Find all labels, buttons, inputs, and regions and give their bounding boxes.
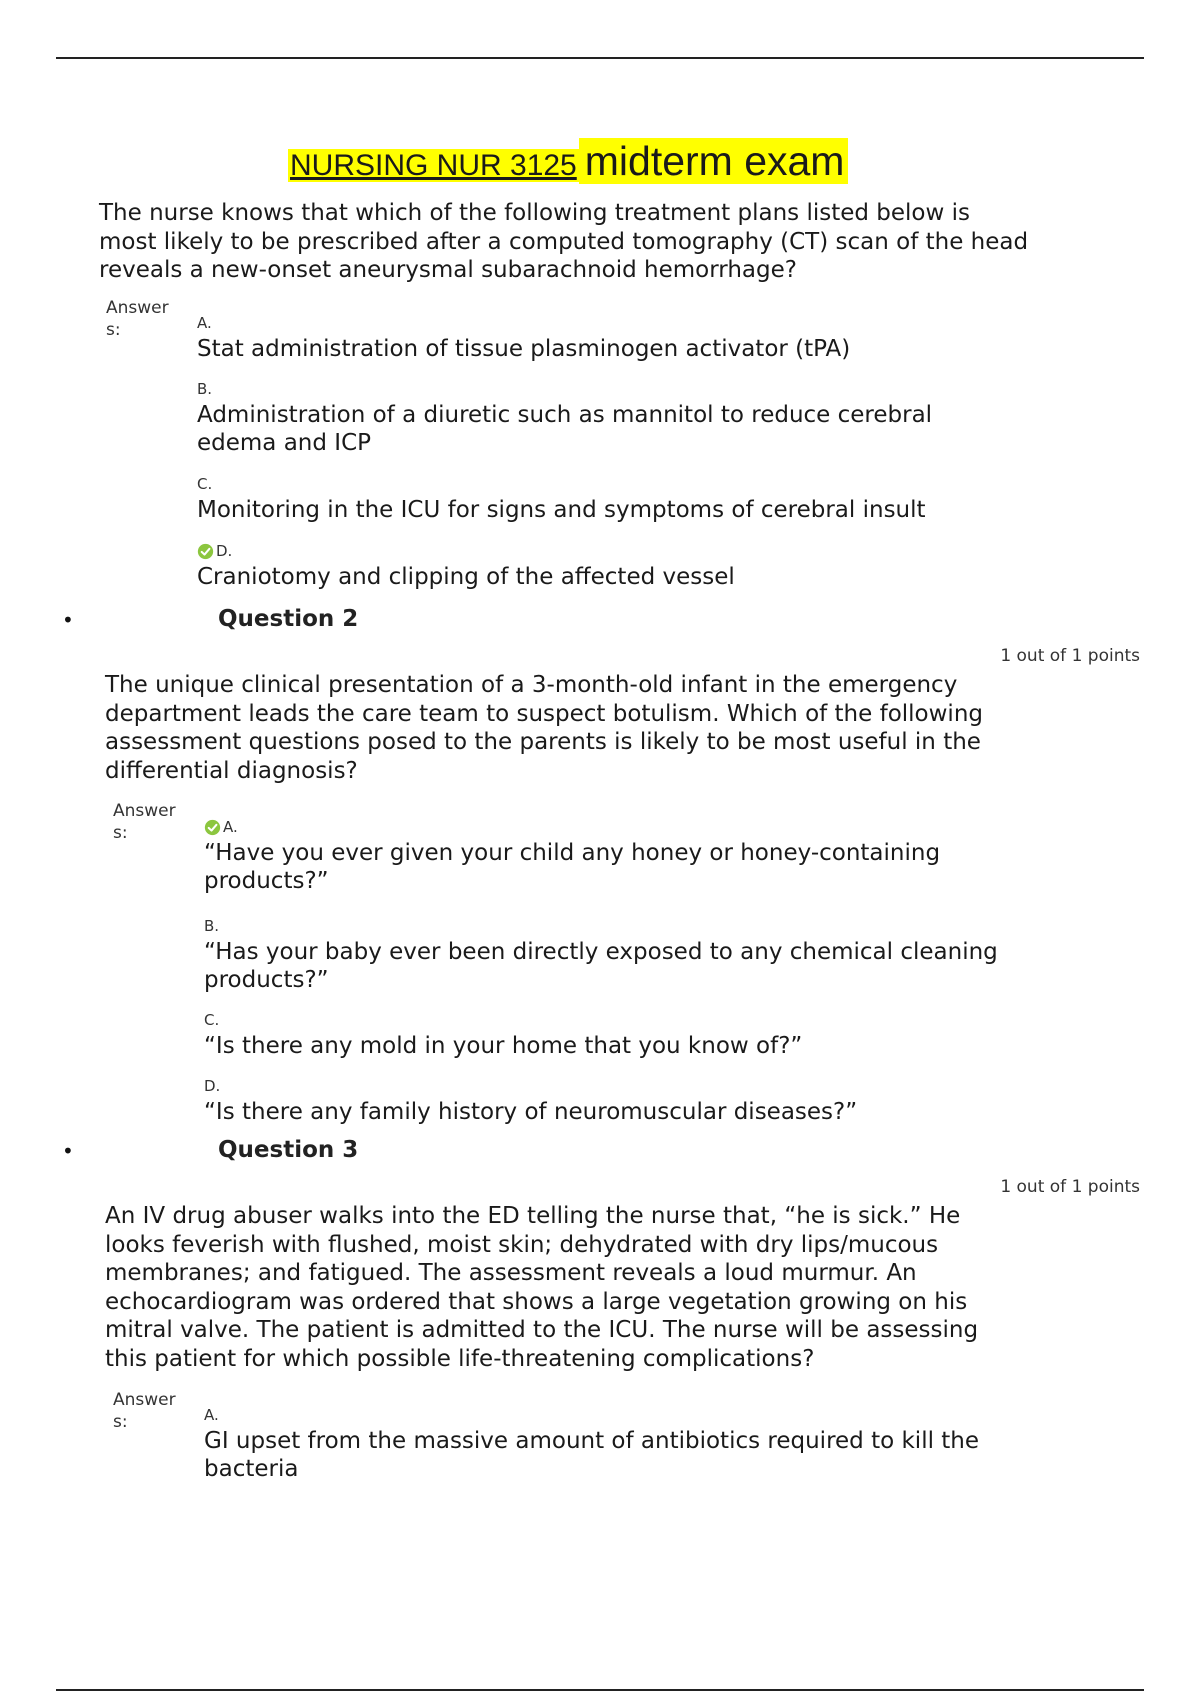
bullet: • (62, 608, 74, 632)
question-1-option-b[interactable] (197, 379, 1017, 457)
question-3-stem: An IV drug abuser walks into the ED telling the nurse that, “he is sick.” He looks feverish with flushed, moist skin; dehydrated with dry lips/mucous membranes; and fatigued. The assessment reveals a loud murmur. An echocardiogram was ordered that shows a large vegetation growing on his mitral valve. The patient is admitted to the ICU. The nurse will be assessing this patient for which possible life-threatening complications? (105, 1203, 979, 1372)
question-2-option-b[interactable] (204, 916, 1024, 994)
option-text: “Have you ever given your child any honey or honey-containing products?” (204, 840, 941, 894)
question-3-points: 1 out of 1 points (1000, 1177, 1140, 1197)
question-1-option-d[interactable] (197, 541, 1017, 591)
option-letter: D. (216, 542, 233, 560)
answers-label: Answer s: (113, 801, 176, 843)
question-2-option-d[interactable] (204, 1076, 1024, 1126)
option-letter: B. (197, 380, 213, 398)
question-2-option-c[interactable] (204, 1010, 1024, 1060)
question-1-option-a[interactable] (197, 313, 1017, 363)
course-code: NURSING NUR 3125 (290, 149, 577, 182)
question-3-heading: Question 3 (218, 1137, 359, 1163)
option-text: Craniotomy and clipping of the affected vessel (197, 564, 735, 590)
option-text: “Is there any mold in your home that you know of?” (204, 1033, 803, 1059)
option-letter: B. (204, 917, 220, 935)
bottom-rule (56, 1689, 1144, 1691)
answers-label: Answer s: (106, 298, 169, 340)
option-text: Stat administration of tissue plasminogen activator (tPA) (197, 336, 851, 362)
option-text: GI upset from the massive amount of antibiotics required to kill the bacteria (204, 1428, 980, 1482)
option-letter: A. (204, 1406, 219, 1424)
option-letter: A. (223, 818, 238, 836)
page-title (288, 138, 848, 185)
option-text: Administration of a diuretic such as mannitol to reduce cerebral edema and ICP (197, 402, 933, 456)
option-letter: D. (204, 1077, 221, 1095)
question-2-heading: Question 2 (218, 606, 359, 632)
option-letter: C. (197, 475, 213, 493)
question-2-points: 1 out of 1 points (1000, 646, 1140, 666)
answers-label: Answer s: (113, 1390, 176, 1432)
bullet: • (62, 1139, 74, 1163)
question-1-option-c[interactable] (197, 474, 1017, 524)
question-3-option-a[interactable] (204, 1405, 1024, 1483)
question-1-stem: The nurse knows that which of the following treatment plans listed below is most likely to be prescribed after a computed tomography (CT) scan of the head reveals a new-onset aneurysmal subarachnoid hemorrhage? (99, 200, 1029, 283)
option-text: Monitoring in the ICU for signs and symptoms of cerebral insult (197, 497, 926, 523)
question-2-stem: The unique clinical presentation of a 3-month-old infant in the emergency department leads the care team to suspect botulism. Which of the following assessment questions posed to the parents is likely to be most useful in the differential diagnosis? (105, 672, 983, 784)
option-text: “Is there any family history of neuromuscular diseases?” (204, 1099, 858, 1125)
option-letter: A. (197, 314, 212, 332)
exam-label: midterm exam (579, 138, 849, 184)
option-letter: C. (204, 1011, 220, 1029)
question-2-option-a[interactable] (204, 817, 1024, 895)
top-rule (56, 57, 1144, 59)
correct-check-icon (204, 819, 221, 836)
correct-check-icon (197, 543, 214, 560)
option-text: “Has your baby ever been directly exposed to any chemical cleaning products?” (204, 939, 998, 993)
